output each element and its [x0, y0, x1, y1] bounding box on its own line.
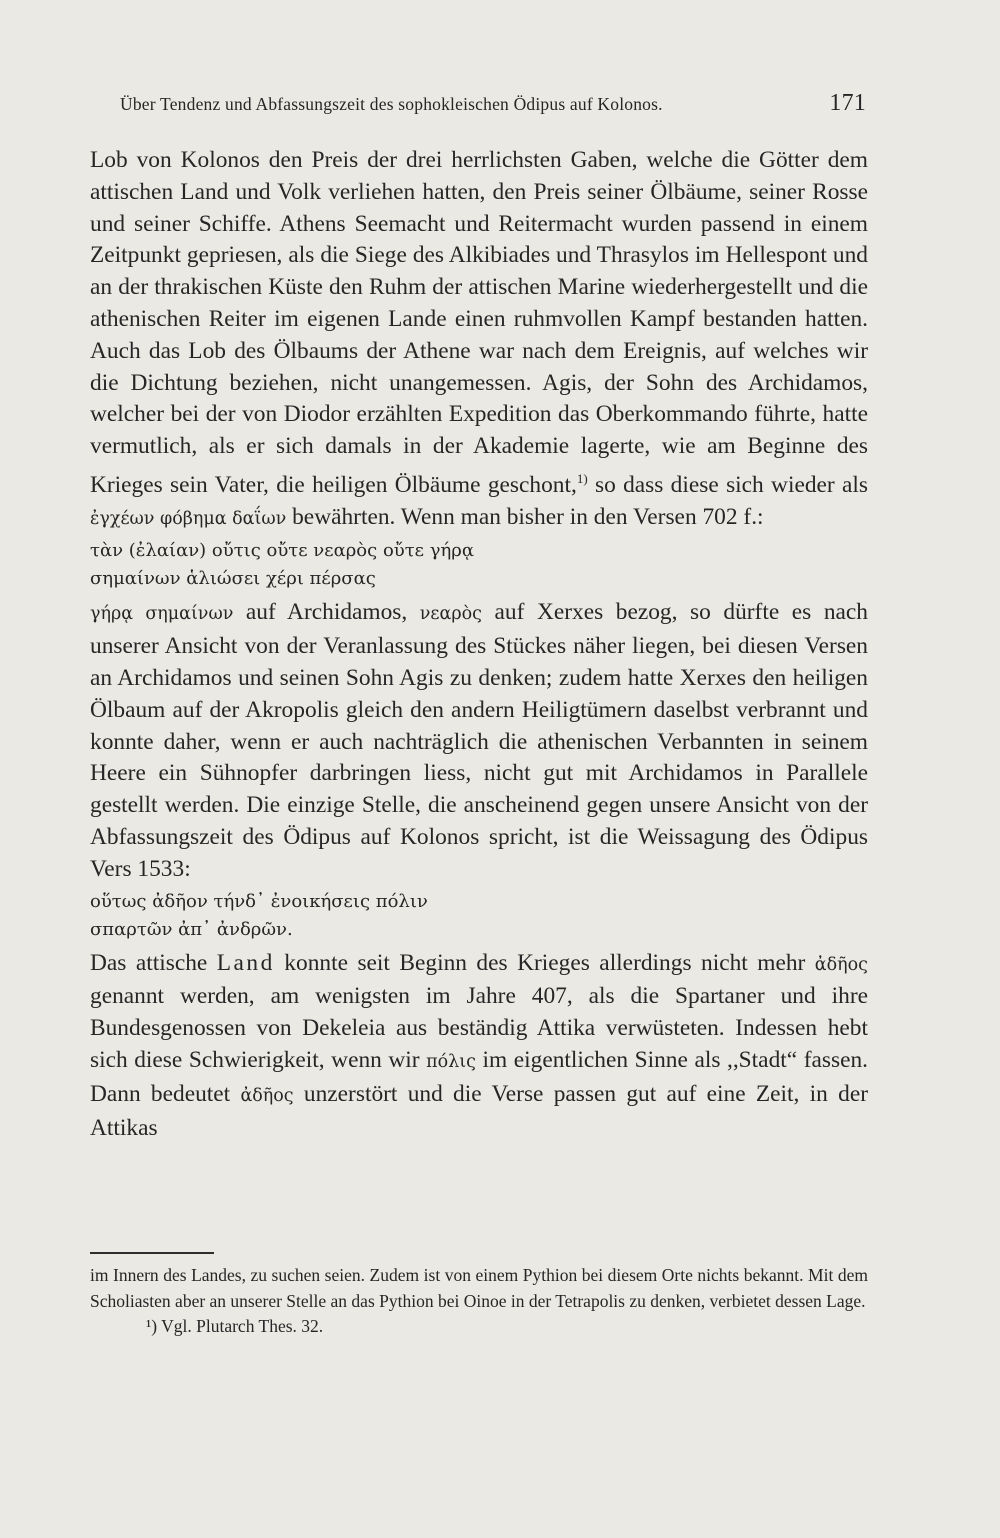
verse-quote-702 [90, 537, 868, 593]
paragraph-3-e: unzerstört und die Verse passen gut auf eine Zeit, in der Attikas [90, 1080, 868, 1141]
page-number: 171 [829, 90, 866, 116]
paragraph-1 [90, 145, 868, 535]
greek-word-adeos: ἀδῆος [814, 954, 868, 975]
greek-word-nearos: νεαρὸς [419, 604, 482, 625]
footnote-reference: 1) [576, 470, 588, 486]
paragraph-1-end: bewährten. Wenn man bisher in den Versen 702 f.: [286, 503, 764, 530]
paragraph-2-b: auf Xerxes bezog, so dürfte es nach unserer Ansicht von der Veranlassung des Stückes näher liegen, bei diesen Versen an Archidamos und seinen Sohn Agis zu denken; zudem hatte Xerxes den heiligen Ölbaum auf der Akropolis gleich den andern Heiligtümern daselbst verbrannt und konnte daher, wenn er auch nachträglich die athenischen Verbannten in seinem Heere ein Sühnopfer darbringen liess, nicht gut mit Archidamos in Parallele gestellt werden. Die einzige Stelle, die anscheinend gegen unsere Ansicht von der Abfassungszeit des Ödipus auf Kolonos spricht, ist die Weissagung des Ödipus Vers 1533: [90, 599, 868, 882]
verse-702-line-1: τὰν (ἐλαίαν) οὔτις οὔτε νεαρὸς οὔτε γήρᾳ [90, 540, 475, 562]
footnote-divider [90, 1252, 214, 1254]
verse-1533-line-1: οὕτως ἀδῆον τήνδ᾽ ἐνοικήσεις πόλιν [90, 890, 428, 912]
footnote-continuation: im Innern des Landes, zu suchen seien. Zudem ist von einem Pythion bei diesem Orte nichts bekannt. Mit dem Scholiasten aber an unserer Stelle an das Pythion bei Oinoe in der Tetrapolis zu denken, verbietet dessen Lage. [90, 1265, 868, 1311]
greek-word-polis: πόλις [426, 1051, 476, 1072]
main-text [90, 145, 868, 1144]
greek-word-adeos-2: ἀδῆος [240, 1085, 294, 1106]
verse-702-line-2: σημαίνων ἁλιώσει χέρι πέρσας [90, 568, 376, 590]
verse-1533-line-2: σπαρτῶν ἀπ᾽ ἀνδρῶν. [90, 918, 293, 940]
running-head-title: Über Tendenz und Abfassungszeit des sophokleischen Ödipus auf Kolonos. [120, 94, 663, 114]
paragraph-1-mid: so dass diese sich wieder als [587, 471, 868, 498]
emphasized-word-land: Land [216, 949, 275, 976]
paragraph-3-c: genannt werden, am wenigsten im Jahre 407, als die Spartaner und ihre Bundesgenossen von Dekeleia aus beständig Attika verwüsteten. Indessen hebt sich diese Schwierigkeit, wenn wir [90, 983, 868, 1073]
footnotes [90, 1263, 868, 1340]
footnote-1: ¹) Vgl. Plutarch Thes. 32. [146, 1316, 324, 1336]
greek-phrase: ἐγχέων φόβημα δαΐων [90, 508, 287, 529]
paragraph-2 [90, 597, 868, 885]
greek-phrase-geras: γήρᾳ σημαίνων [90, 604, 234, 625]
running-head [120, 90, 880, 120]
paragraph-3-d: im eigentlichen Sinne als ,,Stadt“ fassen. Dann bedeutet [90, 1046, 868, 1107]
verse-quote-1533 [90, 888, 868, 944]
paragraph-3-a: Das attische [90, 949, 217, 976]
paragraph-3-b: konnte seit Beginn des Krieges allerdings nicht mehr [274, 949, 815, 976]
paragraph-3 [90, 948, 868, 1145]
paragraph-1-text: Lob von Kolonos den Preis der drei herrlichsten Gaben, welche die Götter dem attischen Land und Volk verliehen hatten, den Preis seiner Ölbäume, seiner Rosse und seiner Schiffe. Athens Seemacht und Reitermacht wurden passend in einem Zeitpunkt gepriesen, als die Siege des Alkibiades und Thrasylos im Hellespont und an der thrakischen Küste den Ruhm der attischen Marine wiederhergestellt und die athenischen Reiter im eigenen Lande einen ruhmvollen Kampf bestanden hatten. Auch das Lob des Ölbaums der Athene war nach dem Ereignis, auf welches wir die Dichtung beziehen, nicht unangemessen. Agis, der Sohn des Archidamos, welcher bei der von Diodor erzählten Expedition das Oberkommando führte, hatte vermutlich, als er sich damals in der Akademie lagerte, wie am Beginne des Krieges sein Vater, die heiligen Ölbäume geschont, [90, 147, 868, 498]
paragraph-2-a: auf Archidamos, [233, 599, 420, 626]
